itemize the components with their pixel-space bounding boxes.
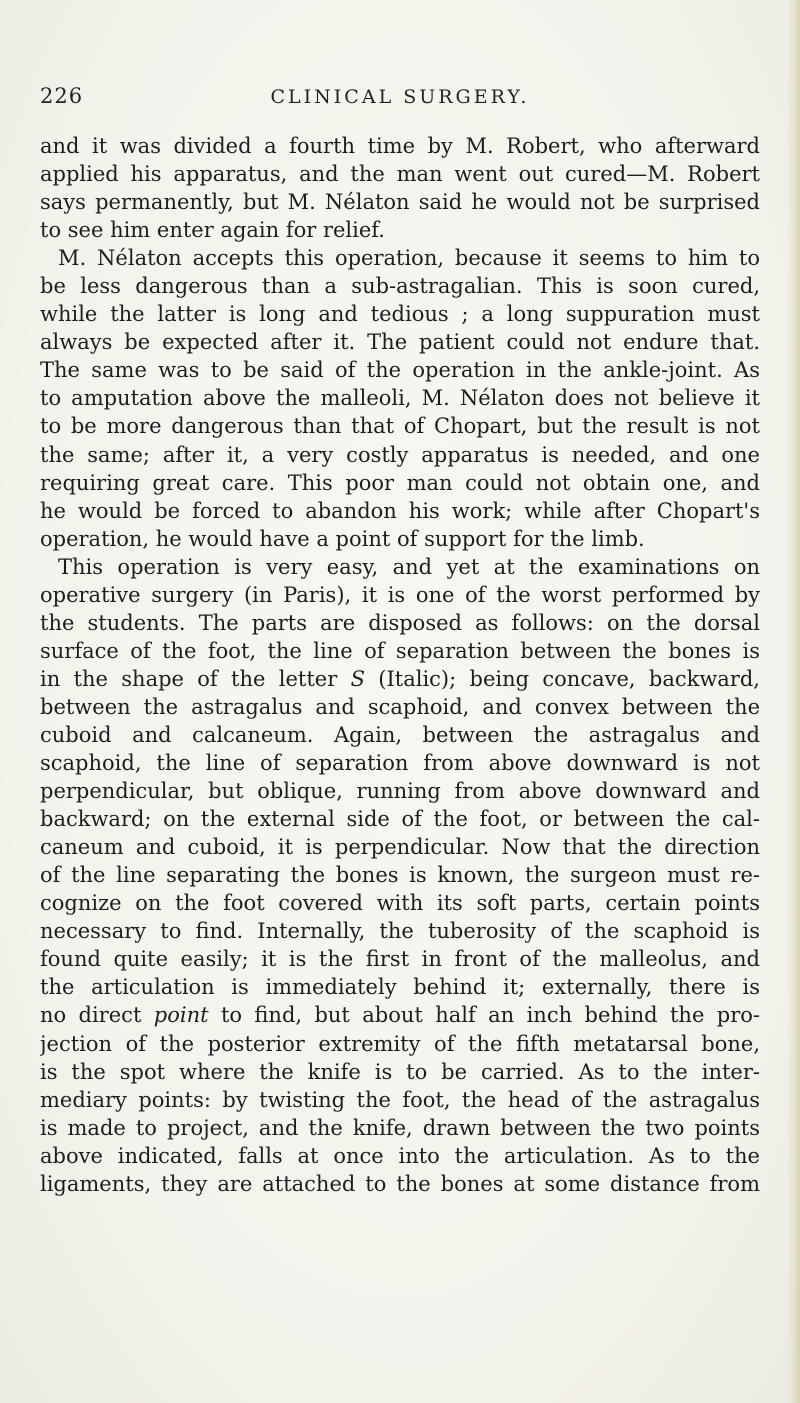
text-line: no direct point to find, but about half an inch behind the pro- [40,1003,760,1028]
text-line: operation, he would have a point of support for the limb. [40,526,645,551]
text-line: ligaments, they are attached to the bones at some distance from [40,1171,760,1196]
text-line: to see him enter again for relief. [40,218,385,243]
text-line: be less dangerous than a sub-astragalian. This is soon cured, [40,274,760,299]
body-text [40,132,760,1198]
text-line: requiring great care. This poor man could not obtain one, and [40,470,760,495]
text-line: This operation is very easy, and yet at the examinations on [58,554,760,579]
page-edge-shadow [786,0,800,1403]
text-line: always be expected after it. The patient could not endure that. [40,330,760,355]
text-line: cognize on the foot covered with its soft parts, certain points [40,891,760,916]
text-line: to be more dangerous than that of Chopart, but the result is not [40,414,760,439]
text-line: above indicated, falls at once into the articulation. As to the [40,1143,760,1168]
text-line: says permanently, but M. Nélaton said he would not be surprised [40,190,760,215]
running-head: CLINICAL SURGERY. [270,86,530,108]
page-header [40,84,760,118]
text-line: found quite easily; it is the first in front of the malleolus, and [40,947,760,972]
text-line: perpendicular, but oblique, running from above downward and [40,779,760,804]
text-line: while the latter is long and tedious ; a long suppuration must [40,302,760,327]
text-line: the same; after it, a very costly apparatus is needed, and one [40,442,760,467]
text-line: necessary to find. Internally, the tuberosity of the scaphoid is [40,919,760,944]
text-line: operative surgery (in Paris), it is one of the worst performed by [40,582,760,607]
text-line: caneum and cuboid, it is perpendicular. Now that the direction [40,835,760,860]
text-line: backward; on the external side of the foot, or between the cal- [40,807,760,832]
text-line: he would be forced to abandon his work; while after Chopart's [40,498,760,523]
text-line: applied his apparatus, and the man went out cured—M. Robert [40,162,760,187]
text-line: mediary points: by twisting the foot, the head of the astragalus [40,1087,760,1112]
text-line: is made to project, and the knife, drawn between the two points [40,1115,760,1140]
text-line: of the line separating the bones is known, the surgeon must re- [40,863,760,888]
page-number: 226 [40,84,84,108]
text-line: the articulation is immediately behind it; externally, there is [40,975,760,1000]
text-line: between the astragalus and scaphoid, and convex between the [40,694,760,719]
text-line: jection of the posterior extremity of the fifth metatarsal bone, [40,1031,760,1056]
text-line: in the shape of the letter S (Italic); being concave, backward, [40,666,760,691]
text-line: cuboid and calcaneum. Again, between the astragalus and [40,722,760,747]
text-line: The same was to be said of the operation in the ankle-joint. As [40,358,760,383]
text-line: to amputation above the malleoli, M. Nélaton does not believe it [40,386,760,411]
text-line: surface of the foot, the line of separation between the bones is [40,638,760,663]
text-line: scaphoid, the line of separation from above downward is not [40,751,760,776]
text-line: and it was divided a fourth time by M. Robert, who afterward [40,134,760,158]
text-line: is the spot where the knife is to be carried. As to the inter- [40,1059,760,1084]
text-line: M. Nélaton accepts this operation, because it seems to him to [58,246,760,271]
text-line: the students. The parts are disposed as follows: on the dorsal [40,610,760,635]
